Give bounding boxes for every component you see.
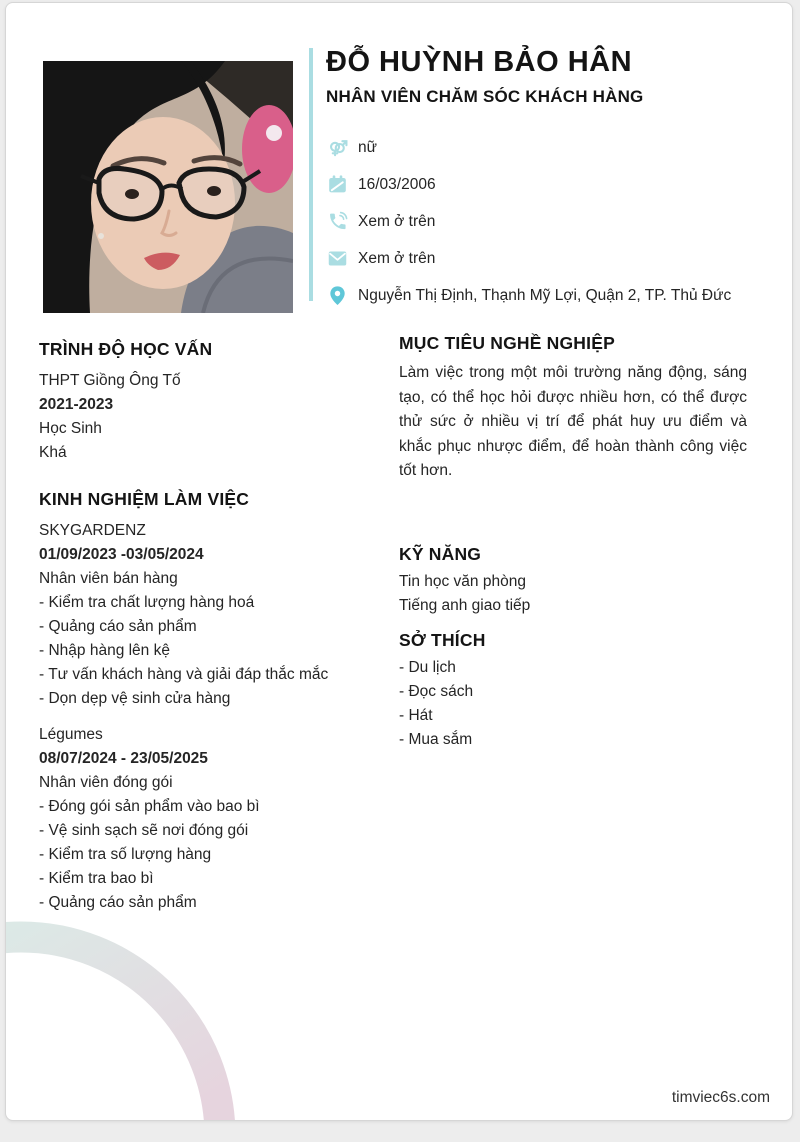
address-value: Nguyễn Thị Định, Thạnh Mỹ Lợi, Quận 2, TP. Thủ Đức [358, 286, 732, 304]
experience-job-1 [39, 519, 374, 711]
phone-value: Xem ở trên [358, 212, 436, 230]
job-role: Nhân viên bán hàng [39, 570, 178, 587]
job-task: - Đóng gói sản phẩm vào bao bì [39, 798, 260, 815]
job-task: - Quảng cáo sản phẩm [39, 894, 197, 911]
job-task: - Kiểm tra số lượng hàng [39, 846, 212, 863]
hobby-item: - Đọc sách [399, 682, 474, 700]
experience-heading: KINH NGHIỆM LÀM VIỆC [39, 489, 250, 509]
header-divider-line [309, 48, 313, 301]
objective-text: Làm việc trong một môi trường năng động, sáng tạo, có thể học hỏi được nhiều hơn, có thể được thử sức ở nhiều vị trí để phát huy ưu điểm và khắc phục nhược điểm, để hoàn thành công việc tốt hơn. [399, 364, 747, 479]
job-task: - Kiểm tra bao bì [39, 870, 154, 887]
site-watermark: timviec6s.com [671, 1089, 770, 1106]
mail-icon [327, 248, 348, 269]
birthday-value: 16/03/2006 [358, 175, 436, 193]
profile-photo-illustration [43, 61, 293, 313]
contact-row-address [327, 277, 782, 314]
contact-row-phone [327, 203, 782, 240]
skills-list [399, 570, 747, 618]
job-company: SKYGARDENZ [39, 522, 146, 539]
contact-list [327, 129, 782, 314]
name-block [326, 45, 776, 107]
gender-icon [327, 137, 348, 158]
contact-row-birthday [327, 166, 782, 203]
objective-heading: MỤC TIÊU NGHỀ NGHIỆP [399, 333, 615, 353]
education-school: THPT Giồng Ông Tố [39, 372, 181, 389]
candidate-job-title: NHÂN VIÊN CHĂM SÓC KHÁCH HÀNG [326, 87, 644, 106]
hobby-item: - Du lịch [399, 658, 456, 676]
right-column [399, 331, 747, 752]
candidate-name: ĐỖ HUỲNH BẢO HÂN [326, 46, 633, 78]
profile-photo [43, 61, 293, 313]
hobbies-list [399, 656, 747, 752]
phone-icon [327, 211, 348, 232]
hobby-item: - Mua sắm [399, 730, 473, 748]
job-period: 01/09/2023 -03/05/2024 [39, 546, 204, 563]
skills-heading: KỸ NĂNG [399, 543, 482, 564]
job-task: - Tư vấn khách hàng và giải đáp thắc mắc [39, 666, 329, 683]
contact-row-email [327, 240, 782, 277]
job-task: - Kiểm tra chất lượng hàng hoá [39, 594, 255, 611]
job-period: 08/07/2024 - 23/05/2025 [39, 750, 208, 767]
location-icon [327, 285, 348, 306]
calendar-icon [327, 174, 348, 195]
hobby-item: - Hát [399, 706, 433, 724]
left-column [39, 337, 374, 915]
education-grade: Khá [39, 444, 67, 461]
job-task: - Nhập hàng lên kệ [39, 642, 170, 659]
contact-row-gender [327, 129, 782, 166]
education-years: 2021-2023 [39, 396, 114, 413]
job-task: - Vệ sinh sạch sẽ nơi đóng gói [39, 822, 249, 839]
job-company: Légumes [39, 726, 103, 743]
gender-value: nữ [358, 138, 377, 156]
hobbies-heading: SỞ THÍCH [399, 629, 486, 650]
email-value: Xem ở trên [358, 249, 436, 267]
education-role: Học Sinh [39, 420, 102, 437]
job-task: - Quảng cáo sản phẩm [39, 618, 197, 635]
skill-item: Tiếng anh giao tiếp [399, 596, 531, 614]
education-details [39, 369, 374, 465]
education-heading: TRÌNH ĐỘ HỌC VẤN [39, 339, 213, 359]
experience-job-2 [39, 723, 374, 915]
job-task: - Dọn dẹp vệ sinh cửa hàng [39, 690, 231, 707]
cv-page [5, 2, 793, 1121]
skill-item: Tin học văn phòng [399, 572, 526, 590]
job-role: Nhân viên đóng gói [39, 774, 173, 791]
